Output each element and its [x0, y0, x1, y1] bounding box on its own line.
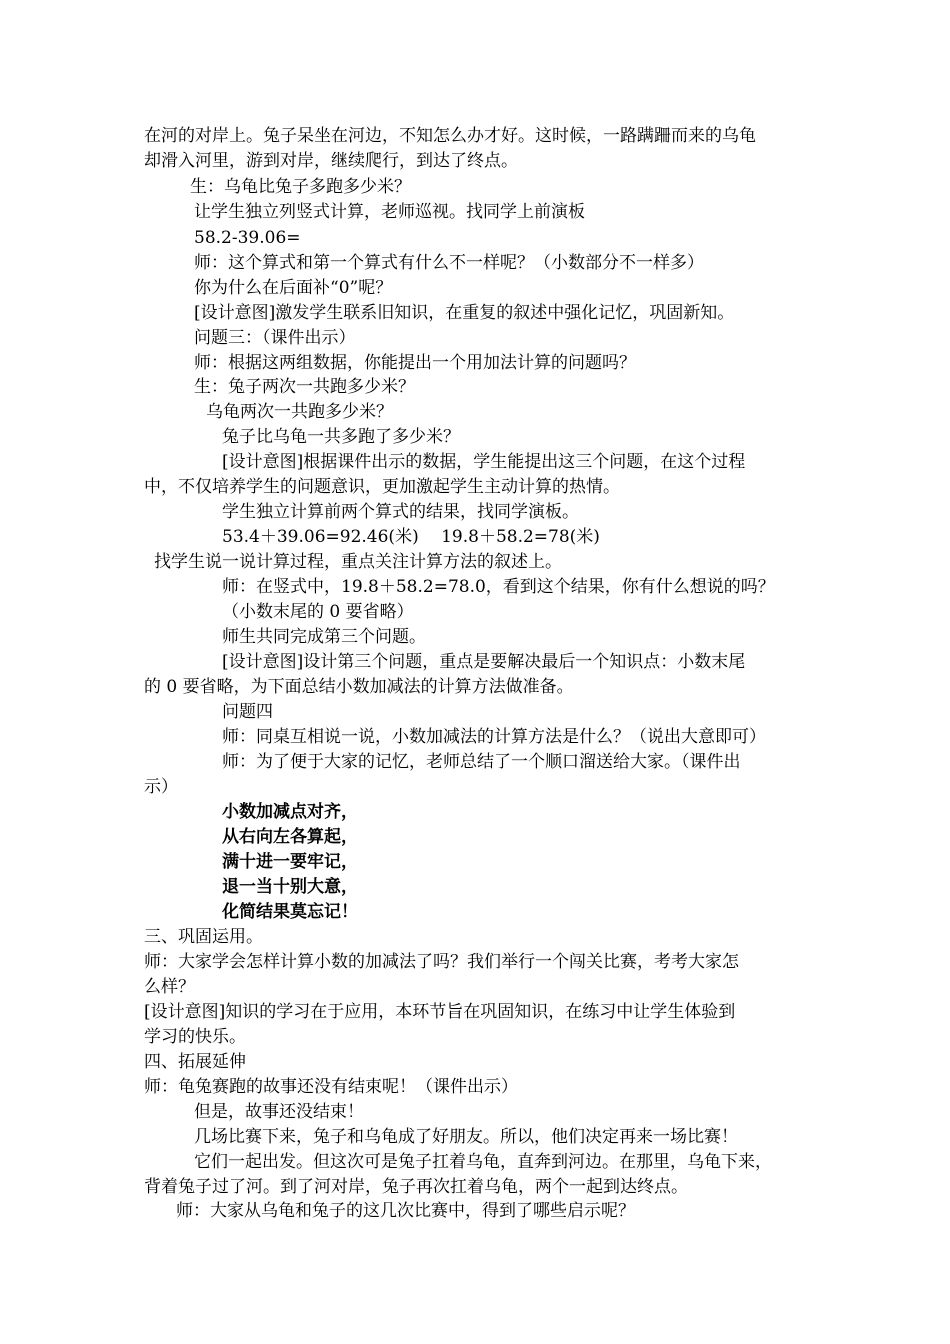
text-line: 师：龟兔赛跑的故事还没有结束呢！（课件出示） [144, 1077, 518, 1097]
text-line: 学生独立计算前两个算式的结果，找同学演板。 [222, 502, 579, 522]
text-line: 示） [144, 777, 178, 797]
text-line: 兔子比乌龟一共多跑了多少米？ [222, 427, 460, 447]
text-line: 让学生独立列竖式计算，老师巡视。找同学上前演板 [194, 202, 585, 222]
text-line: 师：这个算式和第一个算式有什么不一样呢？（小数部分不一样多） [194, 253, 704, 273]
text-line: 几场比赛下来，兔子和乌龟成了好朋友。所以，他们决定再来一场比赛！ [194, 1127, 738, 1147]
text-line: 师：在竖式中，19.8＋58.2=78.0，看到这个结果，你有什么想说的吗？ [222, 577, 775, 597]
text-line: 你为什么在后面补“0”呢？ [194, 278, 393, 298]
text-line: 53.4＋39.06=92.46(米) 19.8＋58.2=78(米) [222, 527, 600, 547]
text-line: 么样？ [144, 977, 195, 997]
text-line: 它们一起出发。但这次可是兔子扛着乌龟，直奔到河边。在那里，乌龟下来， [194, 1152, 772, 1172]
text-line: 找学生说一说计算过程，重点关注计算方法的叙述上。 [154, 552, 562, 572]
text-line: 学习的快乐。 [144, 1027, 246, 1047]
text-line: 背着兔子过了河。到了河对岸，兔子再次扛着乌龟，两个一起到达终点。 [144, 1177, 688, 1197]
text-line: 问题四 [222, 702, 273, 722]
text-line: 生：乌龟比兔子多跑多少米？ [190, 177, 411, 197]
rhyme-line: 化简结果莫忘记！ [222, 902, 358, 922]
text-line: 乌龟两次一共跑多少米？ [206, 402, 393, 422]
section-heading: 四、拓展延伸 [144, 1052, 246, 1072]
rhyme-line: 从右向左各算起， [222, 827, 358, 847]
text-line: 师：为了便于大家的记忆，老师总结了一个顺口溜送给大家。（课件出 [222, 752, 741, 772]
text-line: 58.2-39.06= [194, 228, 301, 248]
text-line: 生：兔子两次一共跑多少米？ [194, 377, 415, 397]
text-line: [设计意图]激发学生联系旧知识，在重复的叙述中强化记忆，巩固新知。 [194, 303, 735, 323]
text-line: 师：大家学会怎样计算小数的加减法了吗？我们举行一个闯关比赛，考考大家怎 [144, 952, 739, 972]
text-line: 师：根据这两组数据，你能提出一个用加法计算的问题吗？ [194, 353, 636, 373]
text-line: 师：同桌互相说一说，小数加减法的计算方法是什么？（说出大意即可） [222, 727, 766, 747]
text-line: 的 0 要省略，为下面总结小数加减法的计算方法做准备。 [144, 677, 574, 697]
text-line: 师：大家从乌龟和兔子的这几次比赛中，得到了哪些启示呢？ [176, 1201, 635, 1221]
text-line: [设计意图]设计第三个问题，重点是要解决最后一个知识点：小数末尾 [222, 652, 746, 672]
section-heading: 三、巩固运用。 [144, 927, 263, 947]
text-line: （小数末尾的 0 要省略） [222, 602, 414, 622]
text-line: 在河的对岸上。兔子呆坐在河边，不知怎么办才好。这时候，一路蹒跚而来的乌龟 [144, 126, 756, 146]
rhyme-line: 小数加减点对齐， [222, 802, 358, 822]
text-line: 但是，故事还没结束！ [194, 1102, 364, 1122]
rhyme-line: 退一当十别大意， [222, 877, 358, 897]
text-line: [设计意图]根据课件出示的数据，学生能提出这三个问题，在这个过程 [222, 452, 746, 472]
text-line: 却滑入河里，游到对岸，继续爬行，到达了终点。 [144, 151, 518, 171]
text-line: 中，不仅培养学生的问题意识，更加激起学生主动计算的热情。 [144, 477, 620, 497]
text-line: 师生共同完成第三个问题。 [222, 627, 426, 647]
text-line: [设计意图]知识的学习在于应用，本环节旨在巩固知识，在练习中让学生体验到 [144, 1002, 736, 1022]
text-line: 问题三：（课件出示） [194, 328, 356, 348]
rhyme-line: 满十进一要牢记， [222, 852, 358, 872]
